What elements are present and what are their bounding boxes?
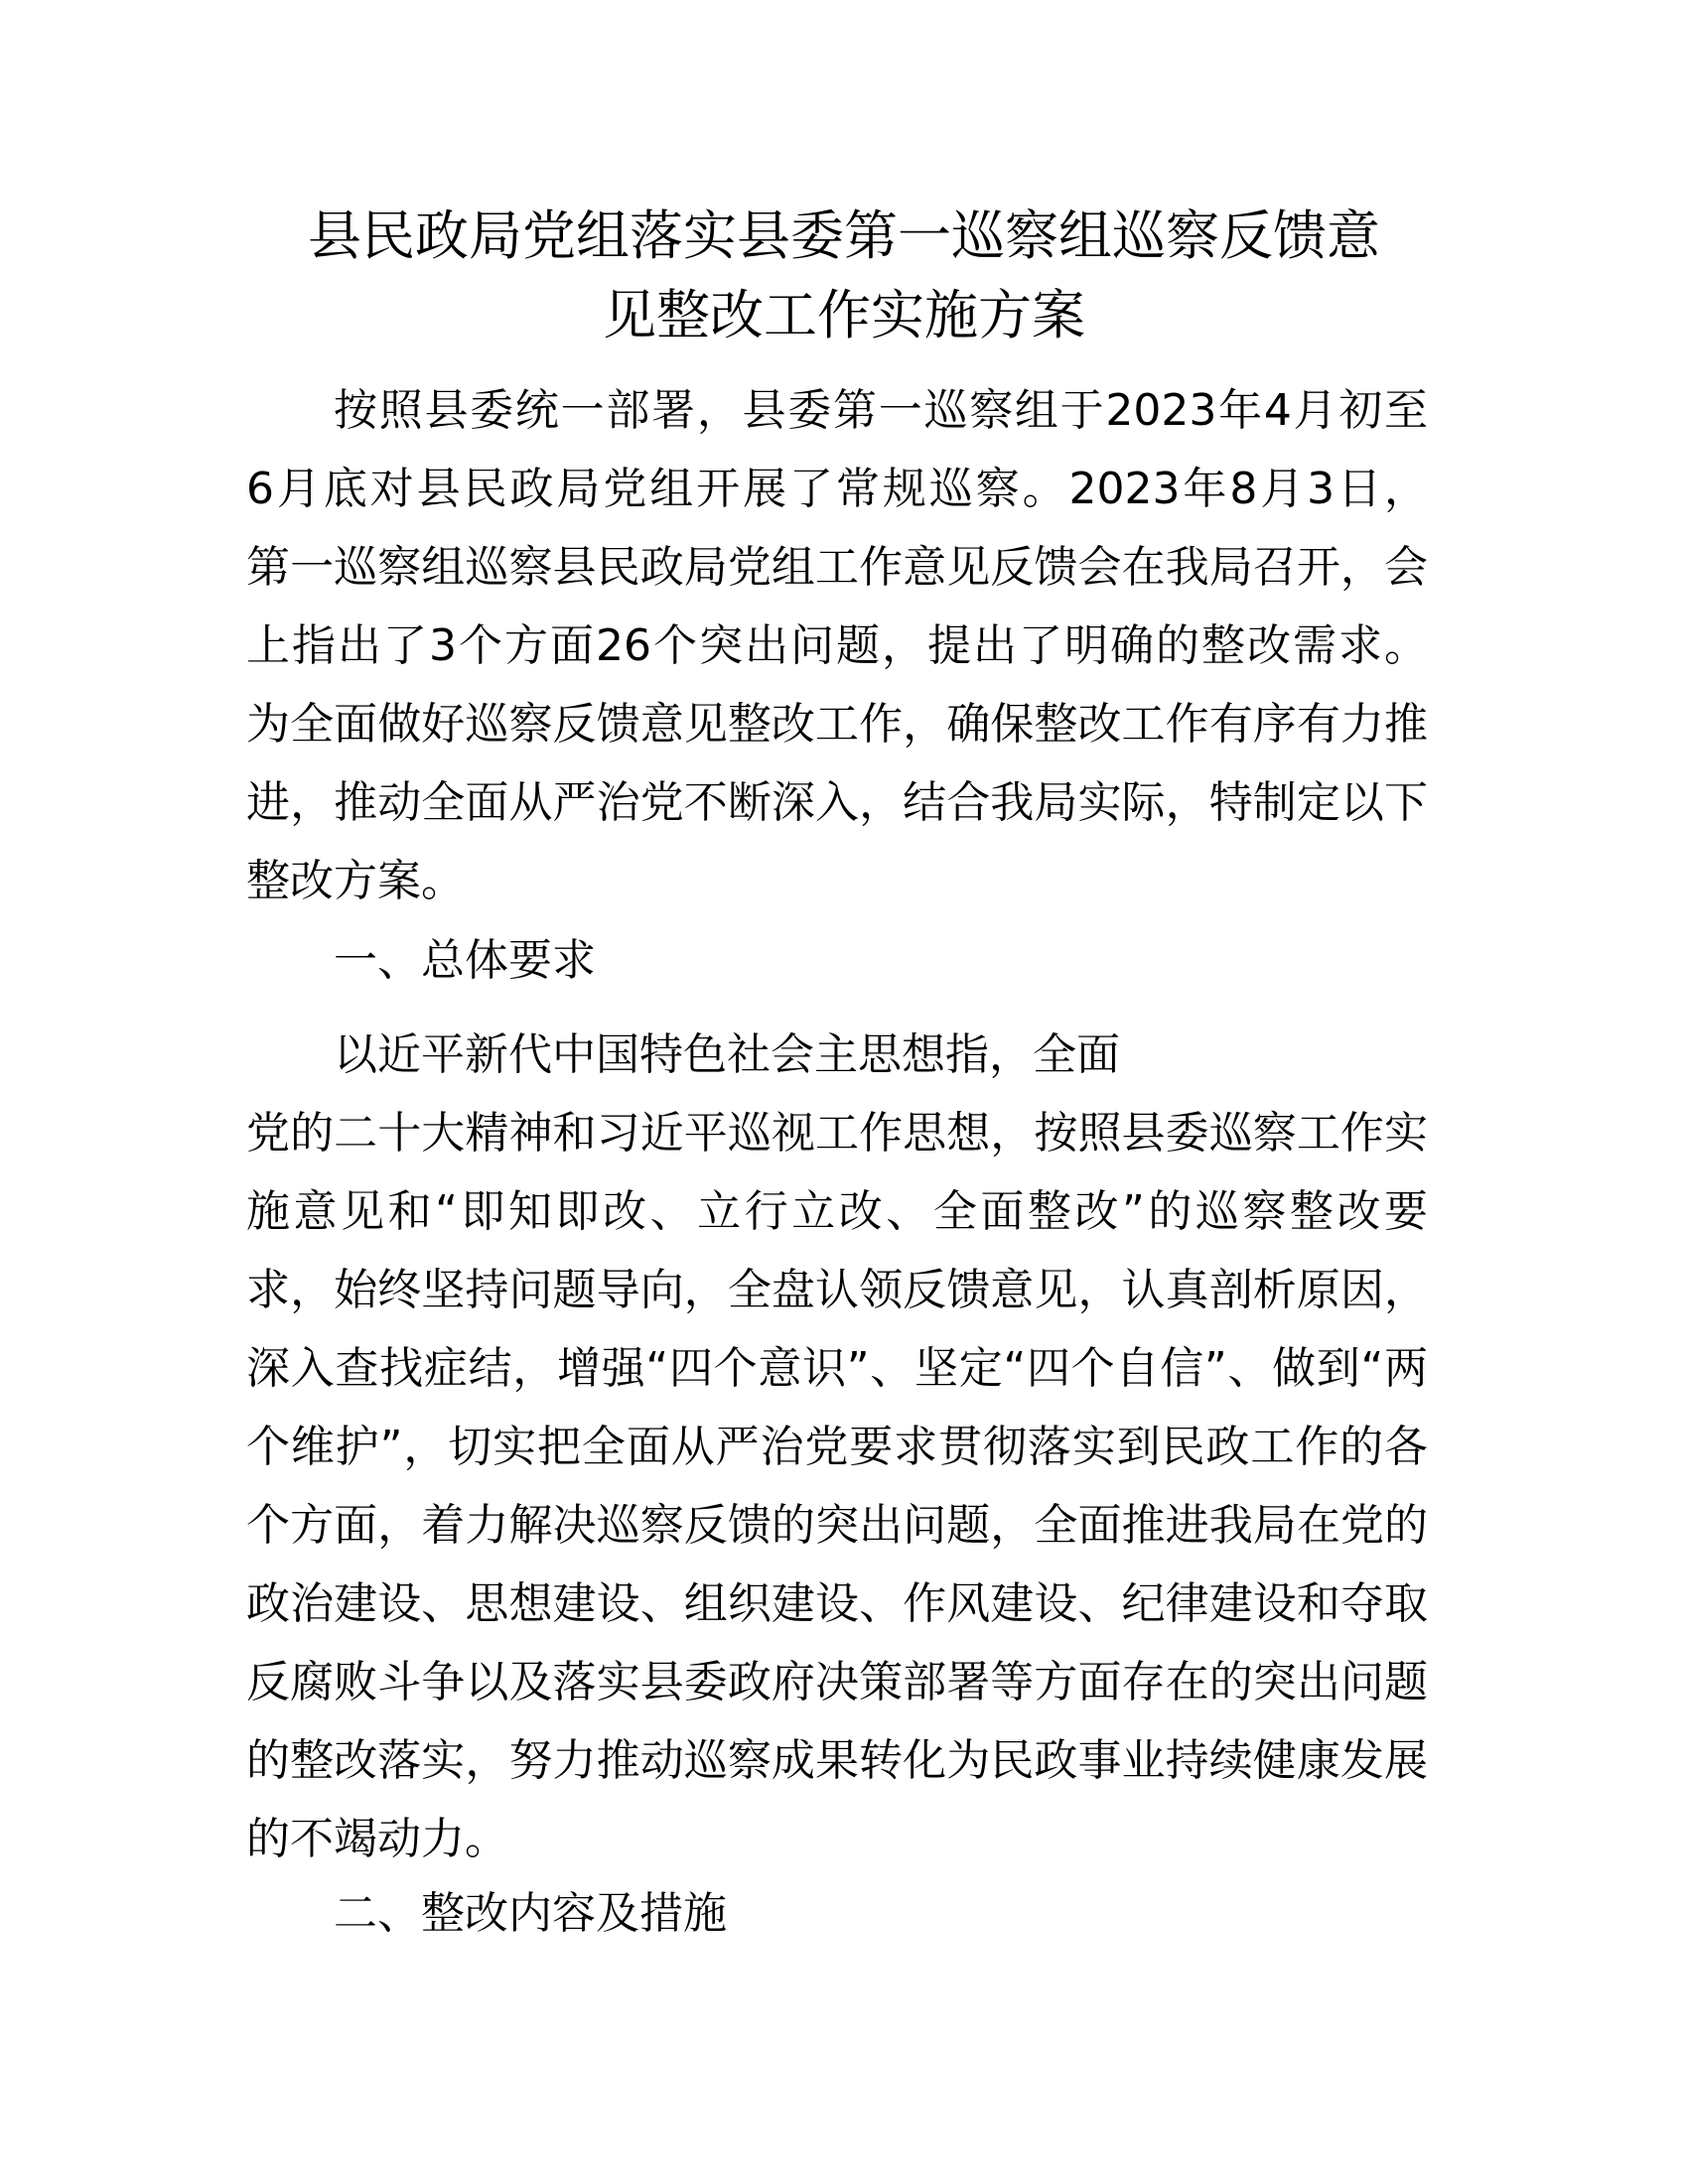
paragraph-line: 以近平新代中国特色社会主思想指，全面 [334,1029,1120,1080]
paragraph-line: 的整改落实，努力推动巡察成果转化为民政事业持续健康发展 [246,1735,1428,1786]
paragraph-line: 施意见和“即知即改、立行立改、全面整改”的巡察整改要 [246,1186,1428,1237]
paragraph-line: 为全面做好巡察反馈意见整改工作，确保整改工作有序有力推 [246,699,1428,750]
paragraph-line: 政治建设、思想建设、组织建设、作风建设、纪律建设和夺取 [246,1578,1428,1629]
paragraph-line: 党的二十大精神和习近平巡视工作思想，按照县委巡察工作实 [246,1108,1428,1159]
paragraph-line: 6月底对县民政局党组开展了常规巡察。2023年8月3日， [246,464,1428,514]
paragraph-line: 深入查找症结，增强“四个意识”、坚定“四个自信”、做到“两 [246,1343,1428,1394]
paragraph-line: 进，推动全面从严治党不断深入，结合我局实际，特制定以下 [246,777,1428,828]
paragraph-line: 的不竭动力。 [246,1814,508,1864]
document-title-line-1: 县民政局党组落实县委第一巡察组巡察反馈意 [308,205,1380,267]
paragraph-line: 个维护”，切实把全面从严治党要求贯彻落实到民政工作的各 [246,1422,1428,1472]
paragraph-line: 反腐败斗争以及落实县委政府决策部署等方面存在的突出问题 [246,1657,1428,1707]
document-title-line-2: 见整改工作实施方案 [603,284,1085,346]
paragraph-line: 上指出了3个方面26个突出问题，提出了明确的整改需求。 [246,620,1428,671]
paragraph-line: 第一巡察组巡察县民政局党组工作意见反馈会在我局召开，会 [246,542,1428,593]
section-heading-1: 一、总体要求 [334,935,596,986]
paragraph-line: 整改方案。 [246,856,465,906]
section-heading-2: 二、整改内容及措施 [334,1888,727,1939]
paragraph-line: 按照县委统一部署，县委第一巡察组于2023年4月初至 [334,385,1428,436]
paragraph-line: 个方面，着力解决巡察反馈的突出问题，全面推进我局在党的 [246,1500,1428,1551]
paragraph-line: 求，始终坚持问题导向，全盘认领反馈意见，认真剖析原因， [246,1265,1428,1315]
